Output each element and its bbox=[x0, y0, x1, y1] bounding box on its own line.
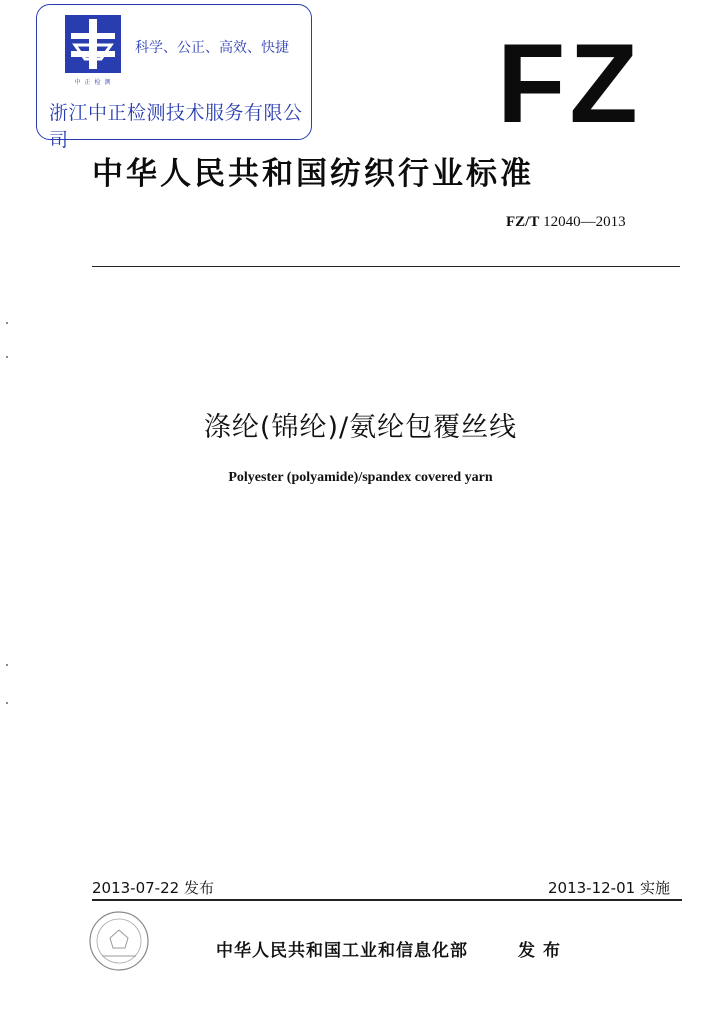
implementation-date: 2013-12-01 实施 bbox=[548, 879, 670, 897]
company-stamp bbox=[36, 4, 312, 151]
header-divider bbox=[92, 266, 680, 267]
standard-number-prefix: FZ/T bbox=[506, 214, 540, 230]
official-seal-icon bbox=[86, 908, 152, 974]
issuing-authority: 中华人民共和国工业和信息化部 bbox=[216, 941, 468, 961]
scan-speck bbox=[6, 356, 8, 358]
standard-number bbox=[506, 214, 626, 231]
company-logo-icon bbox=[63, 13, 123, 75]
scan-speck bbox=[6, 702, 8, 704]
scan-speck bbox=[6, 322, 8, 324]
document-title-en: Polyester (polyamide)/spandex covered yarn bbox=[228, 470, 493, 485]
scan-speck bbox=[6, 664, 8, 666]
document-title-cn: 涤纶(锦纶)/氨纶包覆丝线 bbox=[203, 412, 518, 443]
standard-code-mark: FZ bbox=[497, 21, 642, 146]
logo-caption: 中 正 检 测 bbox=[74, 79, 112, 86]
issue-date: 2013-07-22 发布 bbox=[92, 879, 214, 897]
footer-divider bbox=[92, 899, 682, 901]
standard-number-value: 12040—2013 bbox=[543, 214, 626, 230]
company-slogan: 科学、公正、高效、快捷 bbox=[135, 40, 289, 56]
standard-category: 中华人民共和国纺织行业标准 bbox=[92, 156, 534, 192]
issue-action: 发布 bbox=[518, 941, 568, 961]
company-name: 浙江中正检测技术服务有限公司 bbox=[49, 102, 303, 151]
